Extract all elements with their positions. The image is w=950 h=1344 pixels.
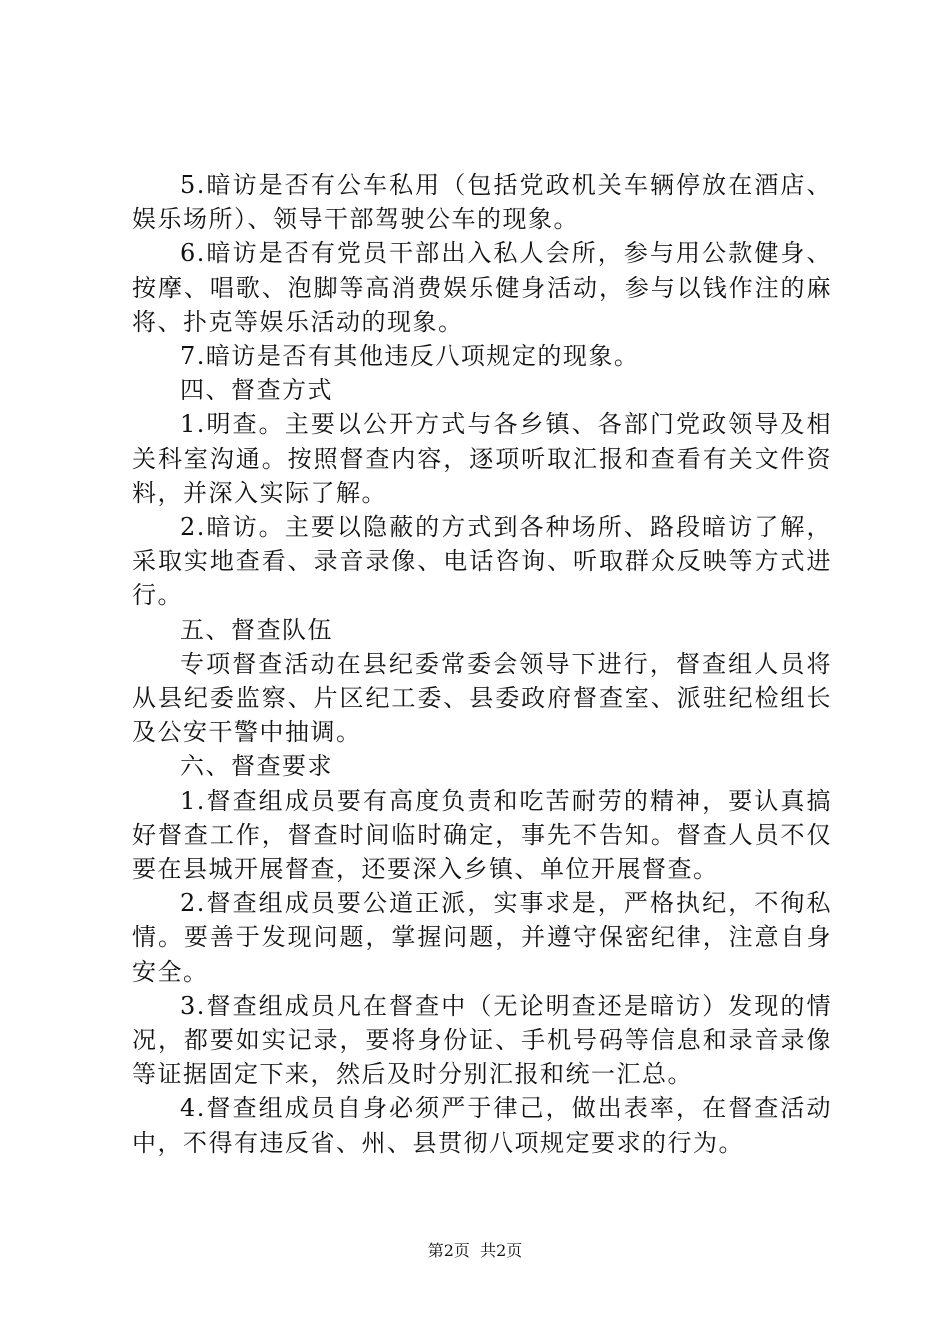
paragraph-requirement-3: 3.督查组成员凡在督查中（无论明查还是暗访）发现的情况，都要如实记录，要将身份证、手机号码等信息和录音录像等证据固定下来，然后及时分别汇报和统一汇总。 xyxy=(132,991,832,1089)
page-footer xyxy=(0,1241,950,1261)
paragraph-method-2: 2.暗访。主要以隐蔽的方式到各种场所、路段暗访了解，采取实地查看、录音录像、电话咨询、听取群众反映等方式进行。 xyxy=(132,513,832,610)
paragraph-method-1: 1.明查。主要以公开方式与各乡镇、各部门党政领导及相关科室沟通。按照督查内容，逐项听取汇报和查看有关文件资料，并深入实际了解。 xyxy=(132,410,832,507)
paragraph-team: 专项督查活动在县纪委常委会领导下进行，督查组人员将从县纪委监察、片区纪工委、县委政府督查室、派驻纪检组长及公安干警中抽调。 xyxy=(132,649,832,747)
paragraph-requirement-2: 2.督查组成员要公道正派，实事求是，严格执纪，不徇私情。要善于发现问题，掌握问题，并遵守保密纪律，注意自身安全。 xyxy=(132,889,832,986)
paragraph-requirement-4: 4.督查组成员自身必须严于律己，做出表率，在督查活动中，不得有违反省、州、县贯彻八项规定要求的行为。 xyxy=(132,1094,832,1157)
paragraph-requirement-1: 1.督查组成员要有高度负责和吃苦耐劳的精神，要认真搞好督查工作，督查时间临时确定，事先不告知。督查人员不仅要在县城开展督查，还要深入乡镇、单位开展督查。 xyxy=(132,786,832,884)
paragraph-item-5: 5.暗访是否有公车私用（包括党政机关车辆停放在酒店、娱乐场所）、领导干部驾驶公车的现象。 xyxy=(132,171,832,234)
document-body xyxy=(132,168,832,1160)
page-number: 第2页 共2页 xyxy=(427,1241,523,1260)
section-heading-methods: 四、督查方式 xyxy=(180,376,333,405)
section-heading-team: 五、督查队伍 xyxy=(180,615,333,644)
paragraph-item-6: 6.暗访是否有党员干部出入私人会所，参与用公款健身、按摩、唱歌、泡脚等高消费娱乐健身活动，参与以钱作注的麻将、扑克等娱乐活动的现象。 xyxy=(132,239,832,336)
paragraph-item-7: 7.暗访是否有其他违反八项规定的现象。 xyxy=(180,342,640,371)
section-heading-requirements: 六、督查要求 xyxy=(180,752,333,781)
